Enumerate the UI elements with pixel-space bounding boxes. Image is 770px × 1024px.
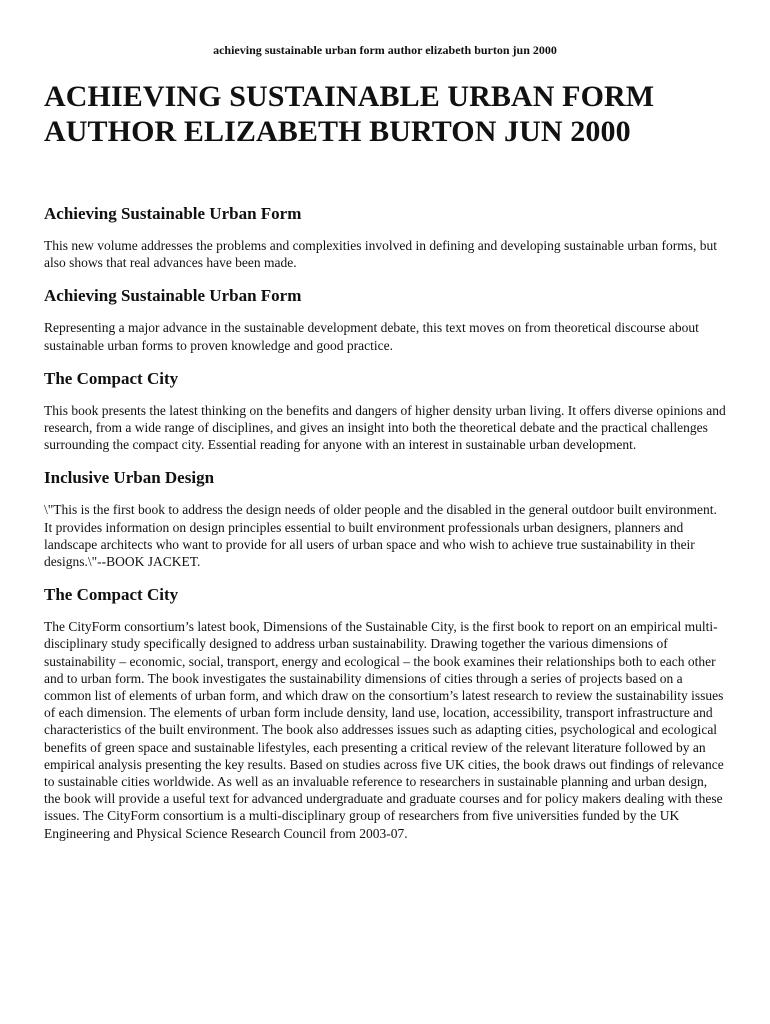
section-4 [44,467,726,570]
section-heading: Inclusive Urban Design [44,468,215,488]
section-heading: The Compact City [44,368,179,388]
section-1 [44,203,726,271]
section-heading: The Compact City [44,585,179,605]
section-body: This new volume addresses the problems and complexities involved in defining and developing sustainable urban forms, but also shows that real advances have been made. [44,238,717,271]
section-body: \"This is the first book to address the design needs of older people and the disabled in the general outdoor built environment. It provides information on design principles essential to built environment professionals urban designers, planners and landscape architects who want to provide for all users of urban space and who wish to achieve true sustainability in their designs.\"--BOOK JACKET. [44,502,717,570]
section-heading: Achieving Sustainable Urban Form [44,204,302,223]
document-title-line-1: ACHIEVING SUSTAINABLE URBAN FORM [44,80,655,113]
running-header: achieving sustainable urban form author elizabeth burton jun 2000 [213,43,557,57]
document-title [44,79,726,149]
section-body: The CityForm consortium’s latest book, Dimensions of the Sustainable City, is the first book to report on an empirical multi-disciplinary study specifically designed to address urban sustainability. Drawing together the various dimensions of sustainability – economic, social, transport, energy and ecological – the book examines their relationships both to each other and to urban form. The book investigates the sustainability dimensions of cities through a series of projects based on a common list of elements of urban form, and which draw on the consortium’s latest research to review the sustainability issues of each dimension. The elements of urban form include density, land use, location, accessibility, transport infrastructure and characteristics of the built environment. The book also addresses issues such as adapting cities, psychological and ecological benefits of green space and sustainable lifestyles, each presenting a critical review of the relevant literature followed by an empirical analysis presenting the key results. Based on studies across five UK cities, the book draws out findings of relevance to sustainable cities worldwide. As well as an invaluable reference to researchers in sustainable planning and urban design, the book will provide a useful text for advanced undergraduate and graduate courses and for policy makers dealing with these issues. The CityForm consortium is a multi-disciplinary group of researchers from five universities funded by the UK Engineering and Physical Science Research Council from 2003-07. [44,619,724,841]
section-body: This book presents the latest thinking on the benefits and dangers of higher density urban living. It offers diverse opinions and research, from a wide range of disciplines, and gives an insight into both the theoretical debate and the practical challenges surrounding the compact city. Essential reading for anyone with an interest in sustainable urban development. [44,402,726,453]
section-heading: Achieving Sustainable Urban Form [44,286,302,306]
section-5 [44,584,726,842]
section-2 [44,285,726,353]
section-body: Representing a major advance in the sustainable development debate, this text moves on from theoretical discourse about sustainable urban forms to proven knowledge and good practice. [44,320,699,353]
section-3 [44,368,726,454]
document-title-line-2: AUTHOR ELIZABETH BURTON JUN 2000 [44,115,631,148]
